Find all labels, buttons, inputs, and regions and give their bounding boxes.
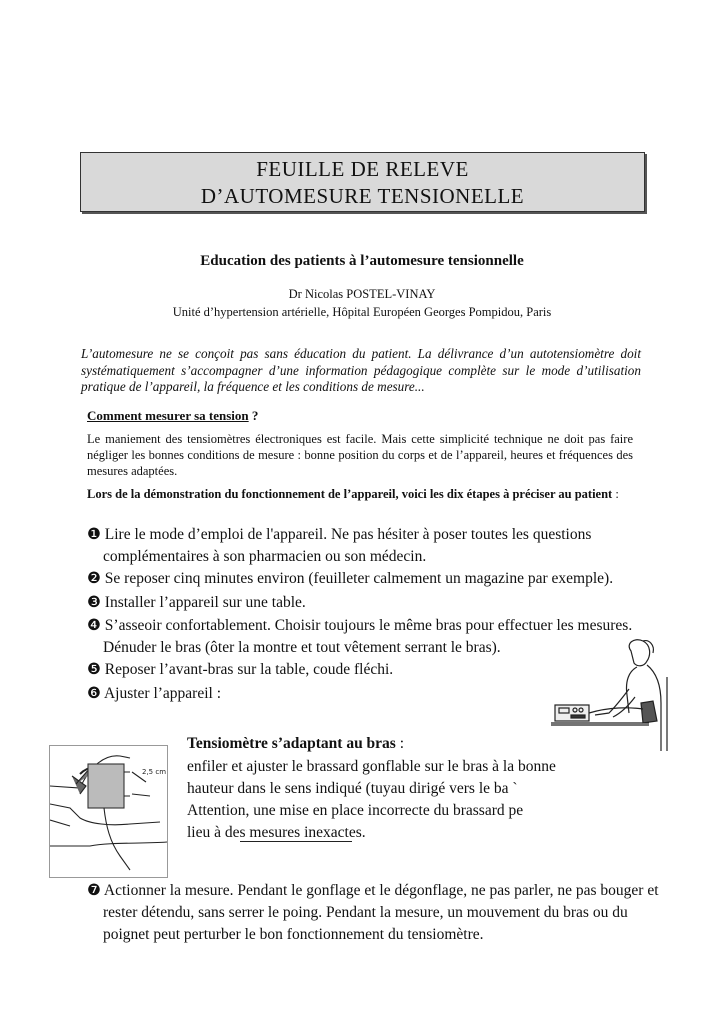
adapt-line-4: lieu à des mesures inexactes. [187, 824, 366, 841]
step-6-line1: Ajuster l’appareil : [103, 685, 222, 702]
step-6-symbol: ❻ [87, 685, 101, 702]
author: Dr Nicolas POSTEL-VINAY [288, 287, 436, 301]
demo-text: Lors de la démonstration du fonctionnement de l’appareil, voici les dix étapes à préciser au patient [87, 487, 613, 501]
adapt-line-3: Attention, une mise en place incorrecte du brassard pe [187, 802, 524, 819]
adapt-title-text: Tensiomètre s’adaptant au bras [187, 735, 396, 752]
adapt-title-suffix: : [395, 735, 405, 752]
step-7 [87, 880, 724, 946]
method-paragraph: Le maniement des tensiomètres électroniques est facile. Mais cette simplicité technique ne doit pas faire négliger les bonnes conditions de mesure : bonne position du corps et de l’appareil, heures et fréquences des mesures adaptées. [87, 432, 633, 478]
question-label: Comment mesurer sa tension [87, 408, 249, 423]
adapt-line-2: hauteur dans le sens indiqué (tuyau dirigé vers le ba ` [187, 780, 518, 797]
divider [240, 841, 352, 842]
affiliation: Unité d’hypertension artérielle, Hôpital Européen Georges Pompidou, Paris [172, 305, 552, 319]
step-1 [87, 524, 724, 568]
title-box [80, 152, 645, 212]
cuff-placement-figure [49, 745, 168, 878]
step-2-line1: Se reposer cinq minutes environ (feuilleter calmement un magazine par exemple). [104, 570, 614, 587]
demo-paragraph [87, 486, 633, 502]
step-4-line2: Dénuder le bras (ôter la montre et tout vêtement serrant le bras). [103, 639, 501, 656]
adapt-text [187, 756, 627, 844]
step-7-line3: poignet peut perturber le bon fonctionnement du tensiomètre. [103, 926, 484, 943]
title-line-1: FEUILLE DE RELEVE [256, 157, 469, 181]
step-1-line2: complémentaires à son pharmacien ou son médecin. [103, 548, 427, 565]
step-3 [87, 592, 724, 614]
question-heading [87, 408, 258, 424]
cuff-placement-illustration [50, 746, 167, 877]
step-5-symbol: ❺ [87, 661, 101, 678]
step-7-line1: Actionner la mesure. Pendant le gonflage et le dégonflage, ne pas parler, ne pas bouger et [100, 882, 659, 899]
adapt-line-1: enfiler et ajuster le brassard gonflable sur le bras à la bonne [187, 758, 556, 775]
step-1-symbol: ❶ [87, 526, 101, 543]
step-3-symbol: ❸ [87, 594, 101, 611]
step-7-symbol: ❼ [87, 882, 101, 899]
step-3-line1: Installer l’appareil sur une table. [104, 594, 306, 611]
step-2 [87, 568, 724, 590]
adapt-title [187, 735, 404, 753]
step-4-symbol: ❹ [87, 617, 101, 634]
subtitle: Education des patients à l’automesure tensionnelle [200, 253, 524, 269]
step-5-line1: Reposer l’avant-bras sur la table, coude fléchi. [104, 661, 394, 678]
step-1-line1: Lire le mode d’emploi de l'appareil. Ne pas hésiter à poser toutes les questions [100, 526, 592, 543]
intro-paragraph: L’automesure ne se conçoit pas sans éducation du patient. La délivrance d’un autotensiomètre doit systématiquement s’accompagner d’une information pédagogique complète sur le mode d’utilisation pratique de l’appareil, la fréquence et les conditions de mesure... [81, 346, 641, 394]
figure-measure-label: 2,5 cm [142, 768, 167, 776]
title-line-2: D’AUTOMESURE TENSIONELLE [200, 184, 525, 208]
question-suffix: ? [248, 408, 259, 423]
seated-patient-illustration [549, 637, 673, 752]
step-4-line1: S’asseoir confortablement. Choisir toujours le même bras pour effectuer les mesures. [100, 617, 633, 634]
step-7-line2: rester détendu, sans serrer le poing. Pendant la mesure, un mouvement du bras ou du [103, 904, 628, 921]
demo-suffix: : [612, 487, 619, 501]
step-2-symbol: ❷ [87, 570, 101, 587]
